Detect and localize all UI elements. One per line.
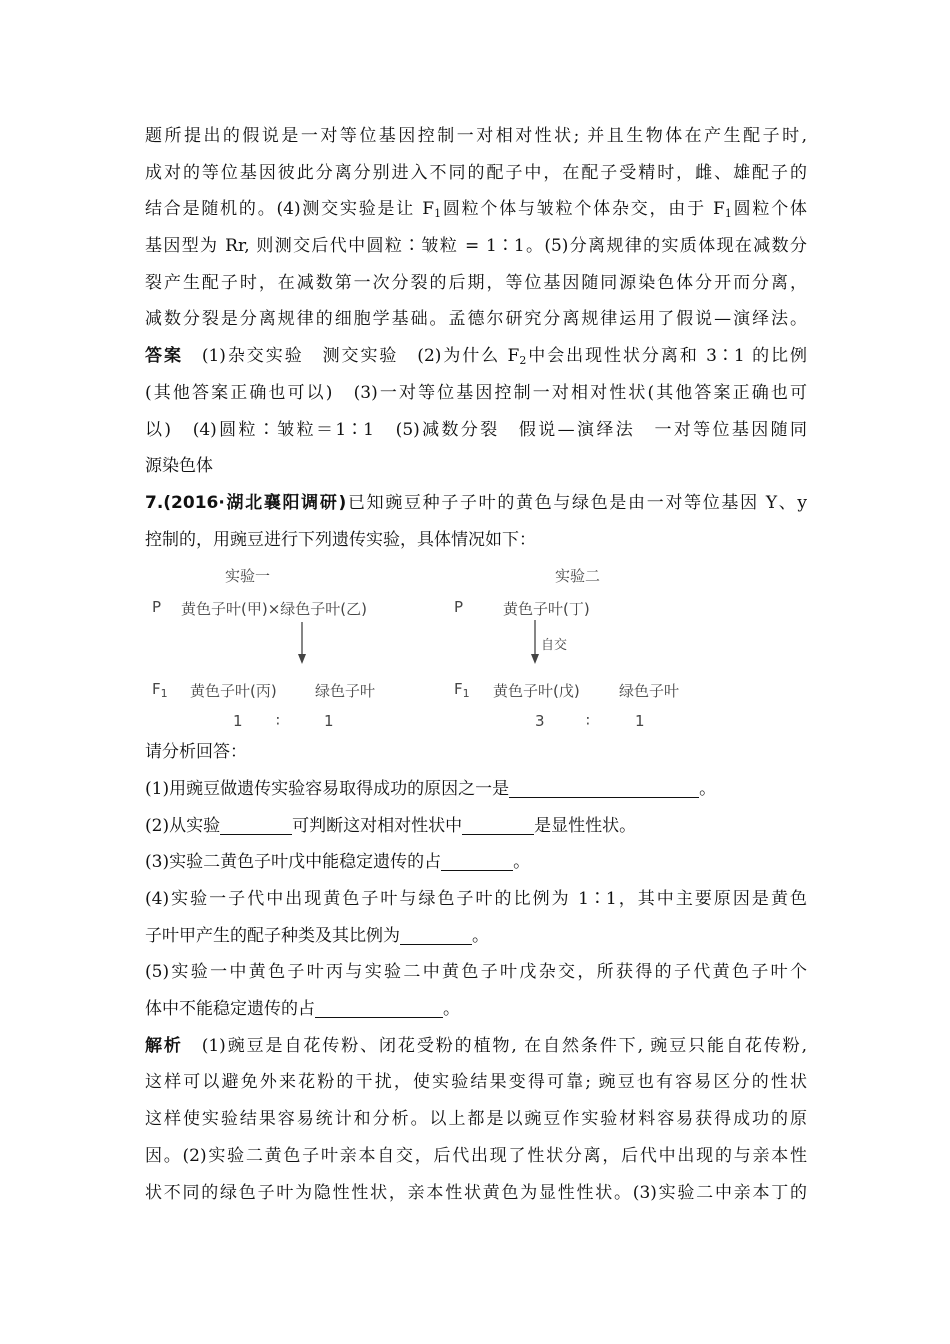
- sub-question-2: (2)从实验 可判断这对相对性状中 是显性性状。: [145, 815, 637, 836]
- exp1-offspring-green: 绿色子叶: [315, 682, 376, 701]
- text-line: 题所提出的假说是一对等位基因控制一对相对性状; 并且生物体在产生配子时,: [145, 126, 807, 146]
- analysis-line: 这样可以避免外来花粉的干扰，使实验结果变得可靠; 豌豆也有容易区分的性状: [145, 1072, 807, 1093]
- text-line: 裂产生配子时，在减数第一次分裂的后期，等位基因随同源染色体分开而分离，: [145, 272, 807, 293]
- sub-question-4-cont: 子叶甲产生的配子种类及其比例为 。: [145, 925, 489, 946]
- exp2-offspring-yellow: 黄色子叶(戊): [493, 682, 580, 701]
- analysis-line: 因。(2)实验二黄色子叶亲本自交，后代出现了性状分离，后代中出现的与亲本性: [145, 1145, 807, 1166]
- exp2-title: 实验二: [555, 567, 601, 586]
- text-line: 基因型为 Rr, 则测交后代中圆粒∶皱粒 = 1∶1。(5)分离规律的实质体现在减数分: [145, 236, 807, 257]
- text-line: 结合是随机的。(4)测交实验是让 $F_1$圆粒个体与皱粒个体杂交，由于 $F_1$圆粒个体: [145, 199, 808, 221]
- ratio-colon: ∶: [586, 712, 590, 731]
- answer-line: (其他答案正确也可以) (3)一对等位基因控制一对相对性状(其他答案正确也可: [145, 382, 807, 403]
- exp2-ratio-yellow: 3: [535, 712, 545, 731]
- text-line: 减数分裂是分离规律的细胞学基础。孟德尔研究分离规律运用了假说—演绎法。: [145, 309, 807, 330]
- analysis-line: 状不同的绿色子叶为隐性性状，亲本性状黄色为显性性状。(3)实验二中亲本丁的: [145, 1182, 807, 1203]
- f1-label: $F_1$: [454, 680, 470, 701]
- document-page: [145, 118, 807, 1211]
- text-line: 成对的等位基因彼此分离分别进入不同的配子中，在配子受精时，雌、雄配子的: [145, 162, 807, 183]
- sub-question-5: (5)实验一中黄色子叶丙与实验二中黄色子叶戊杂交，所获得的子代黄色子叶个: [145, 962, 807, 983]
- sub-question-3: (3)实验二黄色子叶戊中能稳定遗传的占 。: [145, 852, 531, 873]
- exp2-offspring-green: 绿色子叶: [619, 682, 680, 701]
- question-line: 7.(2016·湖北襄阳调研)已知豌豆种子子叶的黄色与绿色是由一对等位基因 Y、y: [145, 492, 807, 513]
- answer-blank[interactable]: [400, 924, 472, 945]
- answer-blank[interactable]: [220, 814, 292, 835]
- ratio-colon: ∶: [276, 712, 280, 731]
- answer-blank[interactable]: [315, 997, 443, 1018]
- exp1-ratio-green: 1: [324, 712, 334, 731]
- sub-question-4: (4)实验一子代中出现黄色子叶与绿色子叶的比例为 1∶1，其中主要原因是黄色: [145, 889, 807, 909]
- answer-line: 答案 (1)杂交实验 测交实验 (2)为什么 $F_2$中会出现性状分离和 3∶1 的比例: [145, 346, 807, 368]
- answer-blank[interactable]: [509, 777, 699, 798]
- question-source: 7.(2016·湖北襄阳调研): [145, 492, 347, 513]
- answer-label: 答案: [145, 346, 183, 367]
- exp2-ratio-green: 1: [635, 712, 645, 731]
- exp1-offspring-yellow: 黄色子叶(丙): [190, 682, 277, 701]
- prompt-line: 请分析回答：: [145, 742, 247, 763]
- f1-label: $F_1$: [152, 680, 168, 701]
- exp1-title: 实验一: [225, 567, 271, 586]
- answer-line: 源染色体: [145, 456, 213, 477]
- answer-line: 以) (4)圆粒∶皱粒＝1∶1 (5)减数分裂 假说—演绎法 一对等位基因随同: [145, 419, 807, 440]
- p-label: P: [454, 598, 464, 617]
- p-label: P: [152, 598, 162, 617]
- analysis-line: 解析 (1)豌豆是自花传粉、闭花受粉的植物, 在自然条件下, 豌豆只能自花传粉,: [145, 1035, 807, 1056]
- sub-question-1: (1)用豌豆做遗传实验容易取得成功的原因之一是 。: [145, 778, 717, 799]
- analysis-label: 解析: [145, 1035, 183, 1056]
- analysis-line: 这样使实验结果容易统计和分析。以上都是以豌豆作实验材料容易获得成功的原: [145, 1109, 807, 1130]
- answer-blank[interactable]: [441, 850, 513, 871]
- answer-blank[interactable]: [462, 814, 534, 835]
- question-line: 控制的，用豌豆进行下列遗传实验，具体情况如下：: [145, 529, 536, 550]
- selfing-label: 自交: [541, 638, 568, 654]
- genetics-experiment-diagram: [145, 558, 807, 734]
- exp1-cross: 黄色子叶(甲)×绿色子叶(乙): [181, 600, 367, 619]
- sub-question-5-cont: 体中不能稳定遗传的占 。: [145, 999, 460, 1020]
- exp2-parent: 黄色子叶(丁): [503, 600, 590, 619]
- exp1-ratio-yellow: 1: [233, 712, 243, 731]
